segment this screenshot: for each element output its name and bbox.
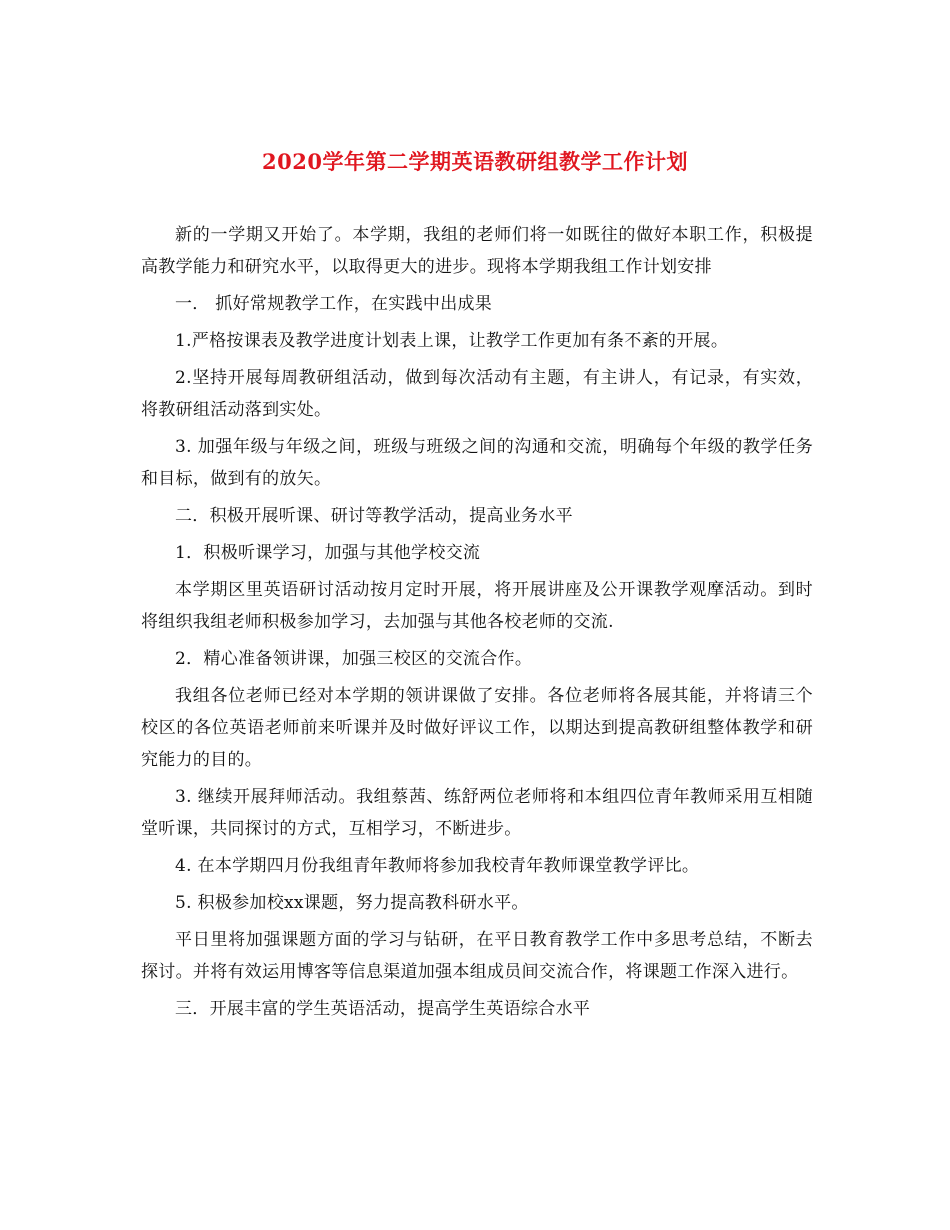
- section-heading-2: 二．积极开展听课、研讨等教学活动，提高业务水平: [175, 506, 573, 526]
- paragraph-item-1-1: 1.严格按课表及教学进度计划表上课，让教学工作更加有条不紊的开展。: [175, 331, 729, 351]
- paragraph-detail-2-1: 本学期区里英语研讨活动按月定时开展，将开展讲座及公开课教学观摩活动。到时将组织我组老师积极参加学习，去加强与其他各校老师的交流.: [141, 580, 813, 632]
- document-body: [141, 219, 813, 1025]
- section-heading-3: 三．开展丰富的学生英语活动，提高学生英语综合水平: [175, 999, 591, 1019]
- paragraph-item-2-4: 4. 在本学期四月份我组青年教师将参加我校青年教师课堂教学评比。: [175, 856, 700, 876]
- paragraph-item-2-5: 5. 积极参加校xx课题，努力提高教科研水平。: [175, 893, 529, 913]
- paragraph-item-2-3: 3. 继续开展拜师活动。我组蔡茜、练舒两位老师将和本组四位青年教师采用互相随堂听课，共同探讨的方式，互相学习，不断进步。: [141, 787, 813, 839]
- paragraph-detail-2-5: 平日里将加强课题方面的学习与钻研，在平日教育教学工作中多思考总结，不断去探讨。并将有效运用博客等信息渠道加强本组成员间交流合作，将课题工作深入进行。: [141, 930, 813, 982]
- paragraph-item-2-2: 2．精心准备领讲课，加强三校区的交流合作。: [175, 649, 533, 669]
- paragraph-item-2-1: 1．积极听课学习，加强与其他学校交流: [175, 543, 481, 563]
- paragraph-item-1-3: 3. 加强年级与年级之间，班级与班级之间的沟通和交流，明确每个年级的教学任务和目标，做到有的放矢。: [141, 437, 813, 489]
- paragraph-item-1-2: 2.坚持开展每周教研组活动，做到每次活动有主题，有主讲人，有记录，有实效，将教研组活动落到实处。: [141, 368, 813, 420]
- document-title: 2020学年第二学期英语教研组教学工作计划: [262, 149, 688, 175]
- paragraph-intro: 新的一学期又开始了。本学期，我组的老师们将一如既往的做好本职工作，积极提高教学能力和研究水平，以取得更大的进步。现将本学期我组工作计划安排: [141, 225, 813, 277]
- section-heading-1: 一． 抓好常规教学工作，在实践中出成果: [175, 294, 493, 314]
- paragraph-detail-2-2: 我组各位老师已经对本学期的领讲课做了安排。各位老师将各展其能，并将请三个校区的各位英语老师前来听课并及时做好评议工作，以期达到提高教研组整体教学和研究能力的目的。: [141, 686, 813, 770]
